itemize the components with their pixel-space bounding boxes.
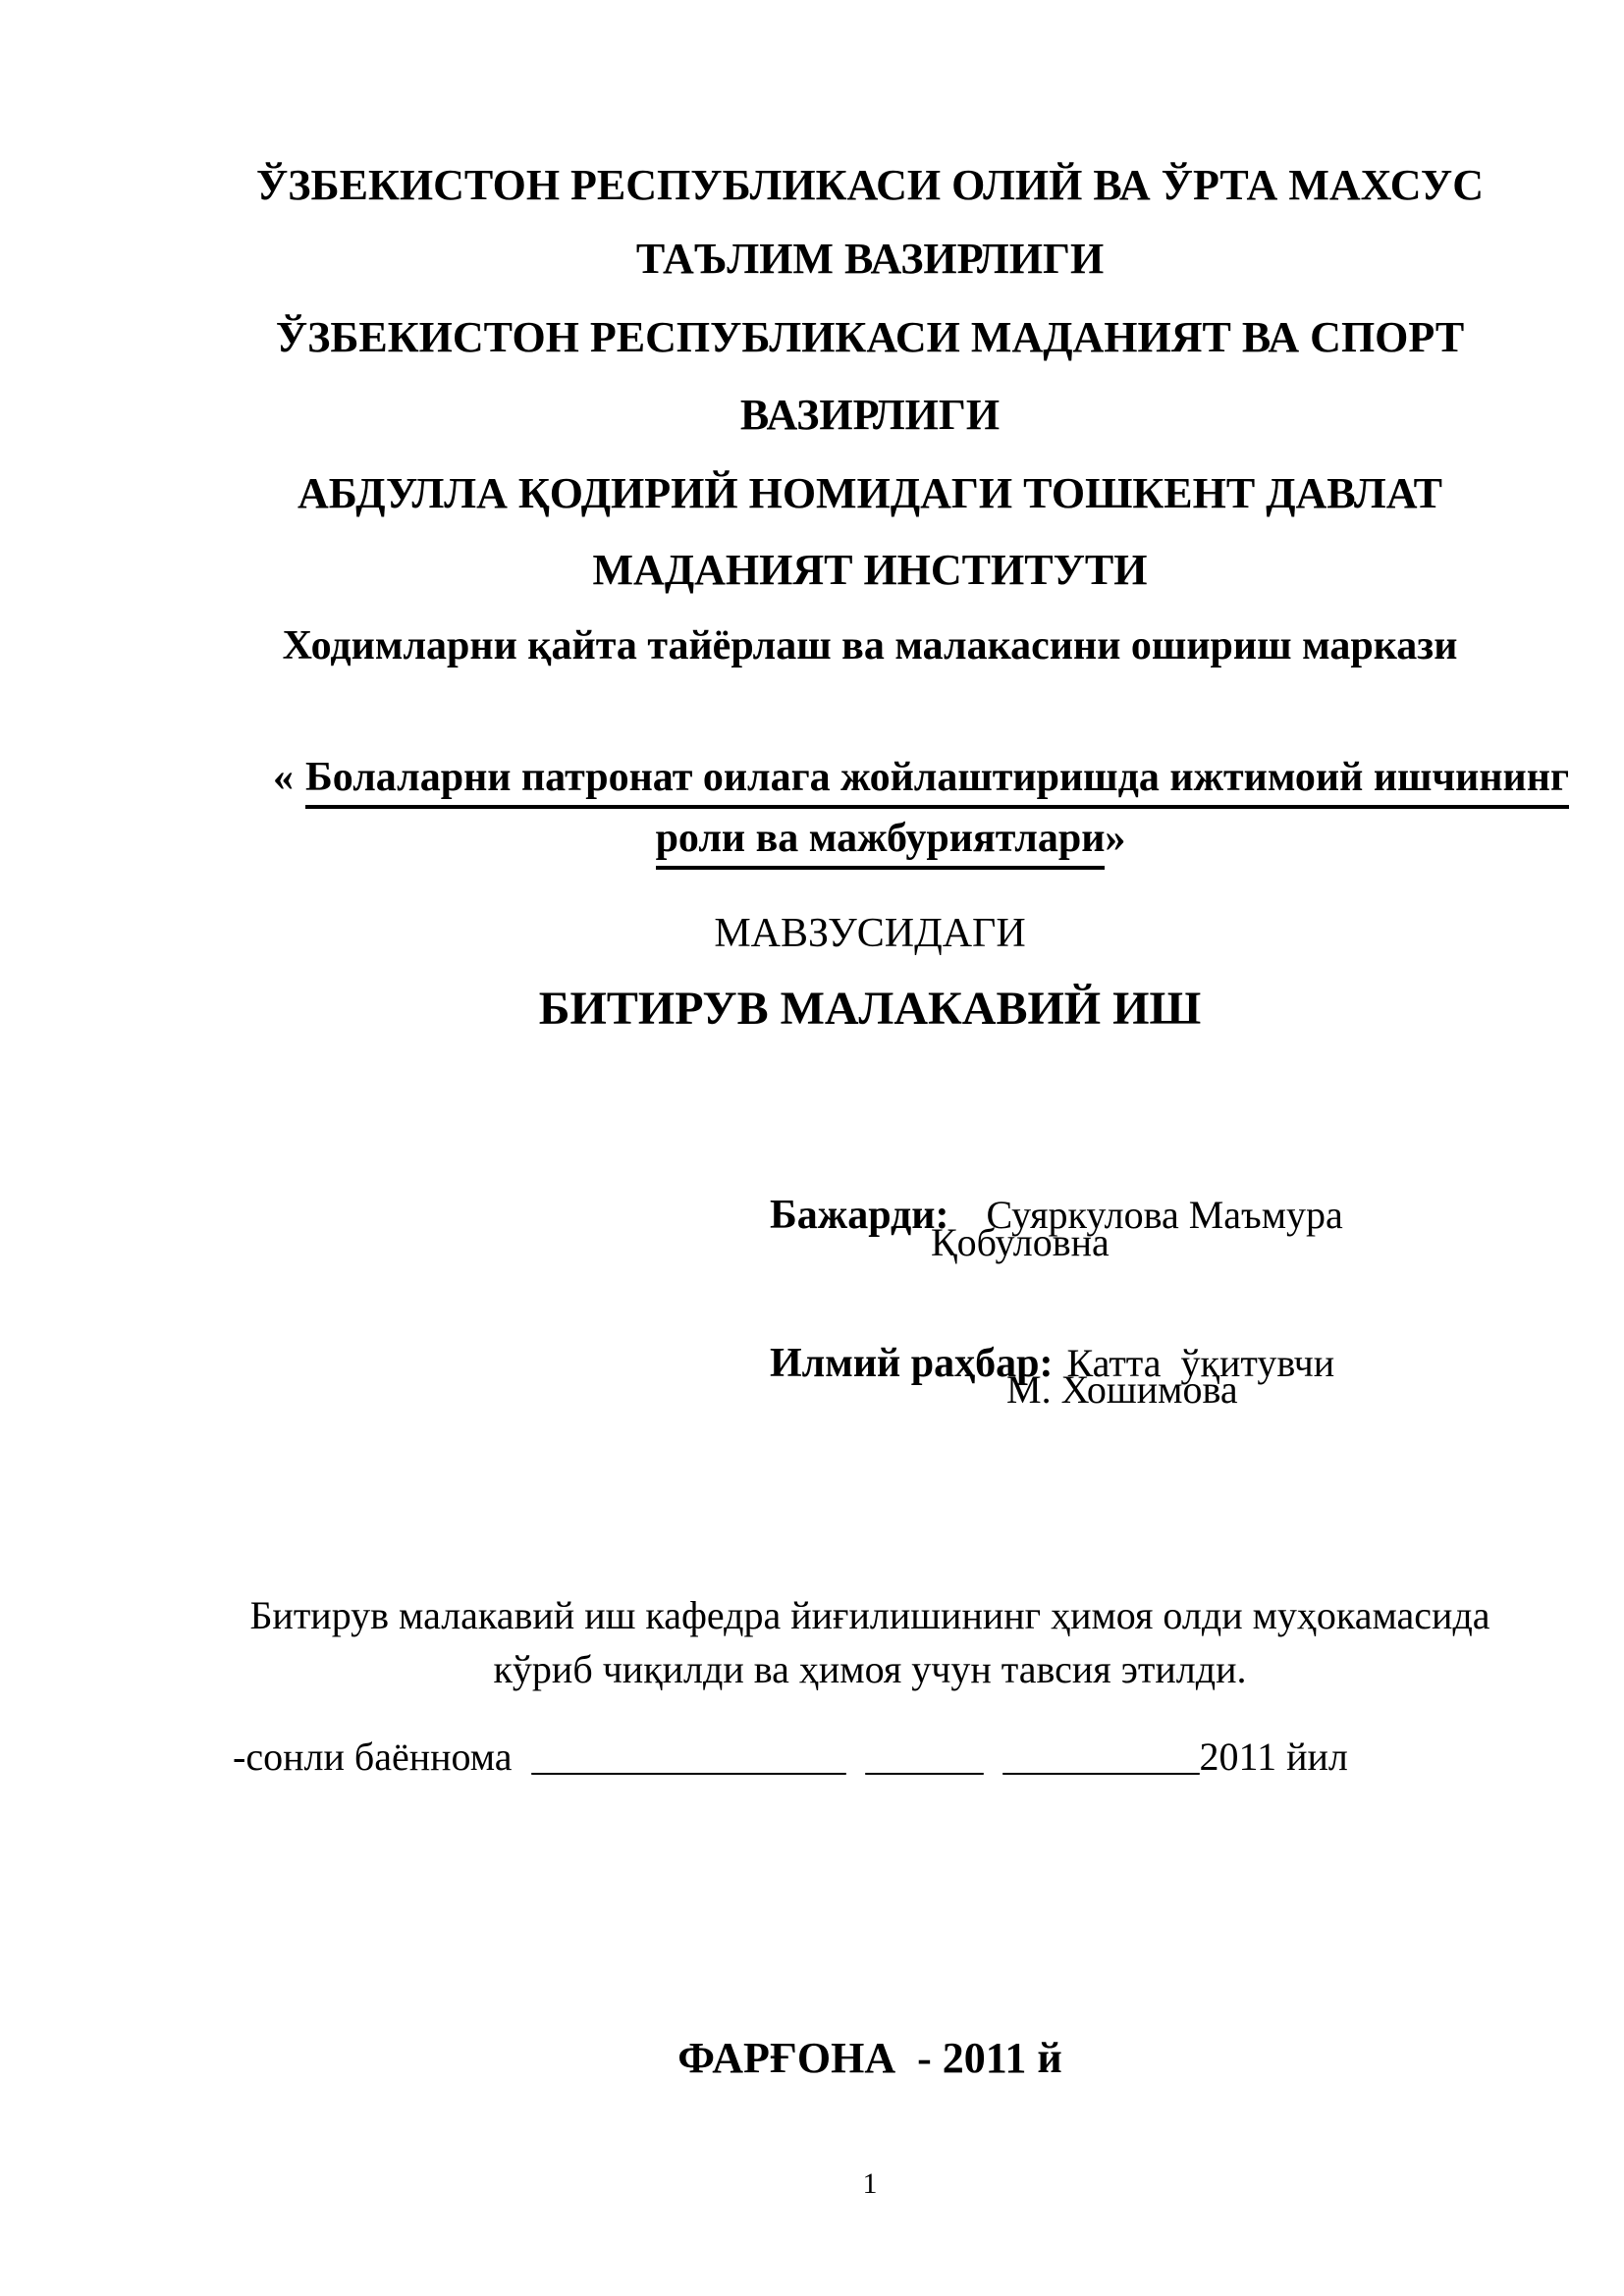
open-quote-mark: « [273,755,294,800]
close-quote-mark: » [1105,816,1126,861]
institute-line-1: АБДУЛЛА ҚОДИРИЙ НОМИДАГИ ТОШКЕНТ ДАВЛАТ [298,469,1442,517]
advisor-name: М. Хошимова [1006,1367,1238,1412]
ministry-line-3: ЎЗБЕКИСТОН РЕСПУБЛИКАСИ МАДАНИЯТ ВА СПОРТ [275,313,1465,361]
topic-title-text-2: роли ва мажбуриятлари [656,816,1106,870]
advisor-label: Илмий раҳбар: [770,1341,1054,1386]
city-year-footer: ФАРҒОНА - 2011 й [677,2034,1062,2082]
institute-line-2: МАДАНИЯТ ИНСТИТУТИ [592,546,1148,594]
author-label: Бажарди: [770,1193,949,1238]
topic-title-line-2 [232,762,1508,915]
author-name-part-1: Суяркулова Маъмура [986,1193,1343,1237]
author-name-part-2: Қобуловна [931,1220,1110,1264]
approval-line-1: Битирув малакавий иш кафедра йиғилишининг ҳимоя олди муҳокамасида [249,1593,1490,1637]
page-number: 1 [862,2167,878,2200]
ministry-line-4: ВАЗИРЛИГИ [739,391,1001,439]
approval-line-2: кўриб чиқилди ва ҳимоя учун тавсия этилди. [493,1647,1247,1691]
training-center-line: Ходимларни қайта тайёрлаш ва малакасини ошириш маркази [282,623,1458,668]
topic-title-text-1: Болаларни патронат оилага жойлаштиришда ижтимоий ишчининг [305,755,1569,809]
ministry-line-1: ЎЗБЕКИСТОН РЕСПУБЛИКАСИ ОЛИЙ ВА ЎРТА МАХСУС [255,161,1484,209]
ministry-line-2: ТАЪЛИМ ВАЗИРЛИГИ [635,235,1105,283]
advisor-title: Катта ўқитувчи [1066,1341,1335,1385]
topic-label: МАВЗУСИДАГИ [714,911,1026,956]
protocol-line: -сонли баённома ________________ ______ __________2011 йил [233,1735,1348,1779]
work-type-title: БИТИРУВ МАЛАКАВИЙ ИШ [538,983,1202,1035]
